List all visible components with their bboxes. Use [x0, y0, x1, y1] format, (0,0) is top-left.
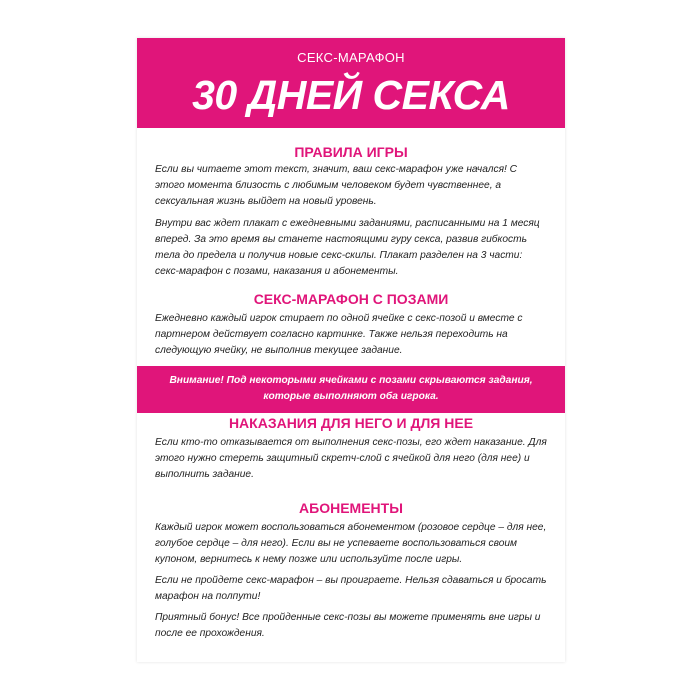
punishments-paragraph-1: Если кто-то отказывается от выполнения секс-позы, его ждет наказание. Для этого нужно стереть защитный скретч-слой с ячейкой для него (для нее) и выполнить задание.: [155, 437, 547, 480]
rules-card: [137, 38, 565, 662]
header-subtitle: СЕКС-МАРАФОН: [297, 50, 405, 65]
poses-title: СЕКС-МАРАФОН С ПОЗАМИ: [253, 291, 449, 307]
notice-banner: [137, 366, 565, 413]
notice-text: Внимание! Под некоторыми ячейками с позами скрываются задания, которые выполняют оба игрока.: [169, 375, 533, 402]
passes-paragraph-3: Приятный бонус! Все пройденные секс-позы вы можете применять вне игры и после ее прохождения.: [155, 612, 541, 639]
poses-paragraph-1: Ежедневно каждый игрок стирает по одной ячейке с секс-позой и вместе с партнером действует согласно картинке. Также нельзя переходить на следующую ячейку, не выполнив текущее задание.: [155, 313, 523, 356]
punishments-title: НАКАЗАНИЯ ДЛЯ НЕГО И ДЛЯ НЕЕ: [228, 415, 474, 431]
header-banner: [137, 38, 565, 128]
passes-paragraph-2: Если не пройдете секс-марафон – вы проиграете. Нельзя сдаваться и бросать марафон на полпути!: [155, 575, 547, 602]
passes-title: АБОНЕМЕНТЫ: [299, 500, 403, 516]
passes-paragraph-1: Каждый игрок может воспользоваться абонементом (розовое сердце – для нее, голубое сердце – для него). Если вы не успеваете воспользоваться своим купоном, вернитесь к нему позже или используйте после игры.: [155, 522, 547, 565]
rules-paragraph-1: Если вы читаете этот текст, значит, ваш секс-марафон уже начался! С этого момента близость с любимым человеком будет чувственнее, а сексуальная жизнь выйдет на новый уровень.: [155, 164, 518, 207]
header-title: 30 ДНЕЙ СЕКСА: [192, 72, 510, 118]
rules-paragraph-2: Внутри вас ждет плакат с ежедневными заданиями, расписанными на 1 месяц вперед. За это время вы станете настоящими гуру секса, развив гибкость тела до предела и получив новые секс-скилы. Плакат разделен на 3 части: секс-марафон с позами, наказания и абонементы.: [155, 218, 540, 277]
rules-title: ПРАВИЛА ИГРЫ: [294, 144, 408, 160]
